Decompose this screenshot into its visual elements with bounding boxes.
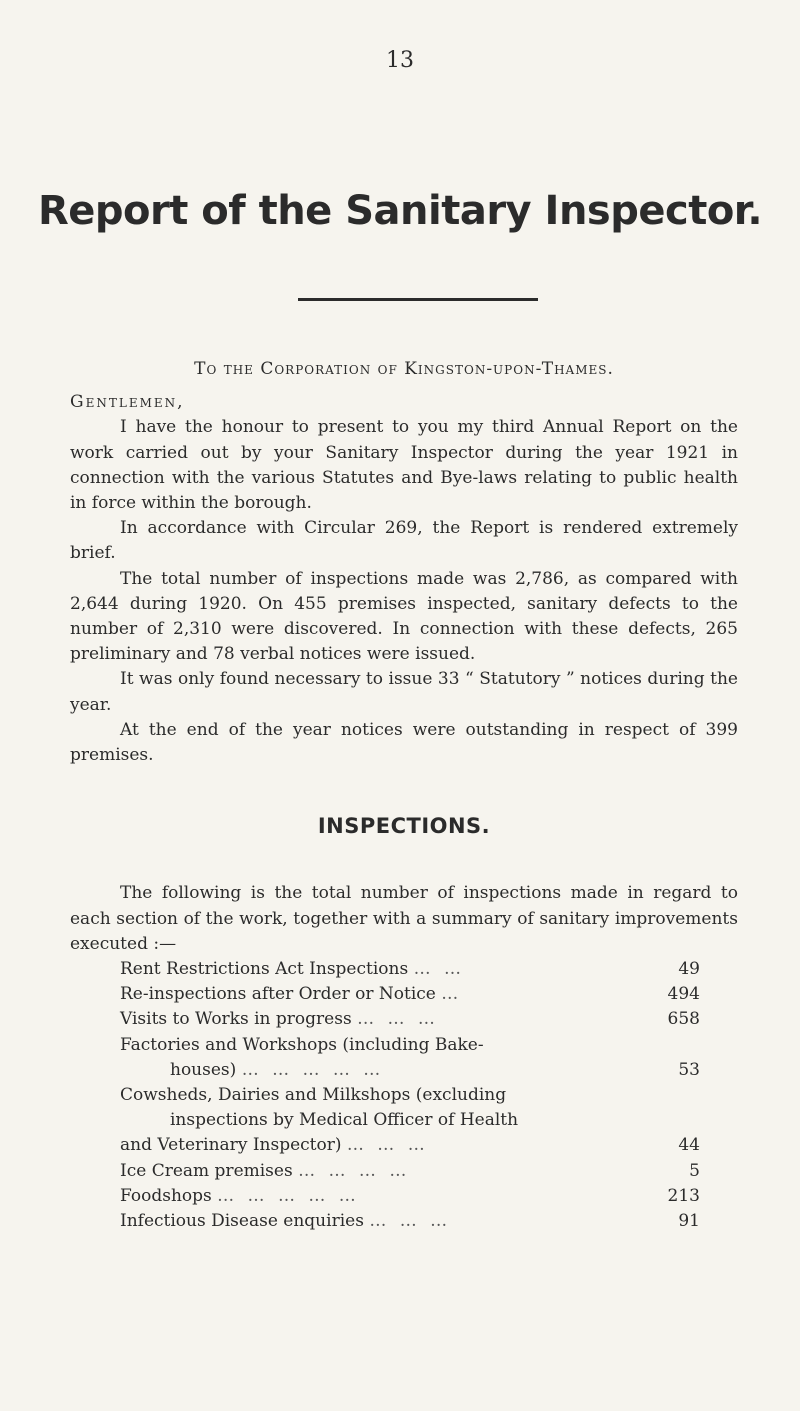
inspections-intro: The following is the total number of inspections made in regard to each section of the work, together with a summary of sanitary improvements executed :—	[70, 883, 738, 954]
page-number: 13	[386, 48, 414, 73]
item-label: Cowsheds, Dairies and Milkshops (excluding	[120, 1085, 507, 1106]
item-value: 53	[678, 1059, 700, 1080]
item-value: 5	[689, 1160, 700, 1181]
address-line: To the Corporation of Kingston-upon-Thames.	[194, 359, 614, 379]
list-item: Re-inspections after Order or Notice … 494	[120, 982, 700, 1007]
item-label-continued: inspections by Medical Officer of Health	[170, 1110, 519, 1131]
paragraph: The total number of inspections made was 2,786, as compared with 2,644 during 1920. On 455 premises inspected, sanitary defects to the number of 2,310 were discovered. In connection with these defects, 265 preliminary and 78 verbal notices were issued.	[70, 568, 738, 665]
list-item: Visits to Works in progress … … … 658	[120, 1007, 700, 1032]
list-item: Infectious Disease enquiries … … … 91	[120, 1209, 700, 1234]
item-label: Re-inspections after Order or Notice	[120, 984, 436, 1005]
title-divider	[298, 298, 538, 301]
page-title: Report of the Sanitary Inspector.	[37, 188, 763, 234]
inspections-heading: INSPECTIONS.	[317, 814, 491, 839]
item-label: Visits to Works in progress	[120, 1009, 352, 1030]
inspections-list	[120, 957, 700, 1234]
item-label: Infectious Disease enquiries	[120, 1211, 364, 1232]
paragraph: At the end of the year notices were outstanding in respect of 399 premises.	[70, 719, 738, 766]
item-value: 49	[678, 959, 700, 980]
item-label-continued: and Veterinary Inspector)	[120, 1135, 342, 1156]
item-value: 658	[667, 1009, 700, 1030]
item-value: 44	[678, 1135, 700, 1156]
item-label: Foodshops	[120, 1185, 212, 1206]
item-label-continued: houses)	[170, 1059, 237, 1080]
list-item: Foodshops … … … … … 213	[120, 1184, 700, 1209]
list-item: Cowsheds, Dairies and Milkshops (excluding inspections by Medical Officer of Health and Veterinary Inspector) … … … 44	[120, 1083, 700, 1159]
paragraph: I have the honour to present to you my third Annual Report on the work carried out by your Sanitary Inspector during the year 1921 in connection with the various Statutes and Bye-laws relating to public health in force within the borough.	[70, 417, 738, 514]
item-value: 494	[667, 984, 700, 1005]
paragraph: It was only found necessary to issue 33 “ Statutory ” notices during the year.	[70, 669, 738, 715]
paragraph: In accordance with Circular 269, the Report is rendered extremely brief.	[70, 518, 738, 564]
item-value: 213	[667, 1185, 700, 1206]
item-label: Rent Restrictions Act Inspections	[120, 959, 409, 980]
list-item: Rent Restrictions Act Inspections … … 49	[120, 957, 700, 982]
item-label: Ice Cream premises	[120, 1160, 293, 1181]
item-value: 91	[678, 1211, 700, 1232]
salutation: Gentlemen,	[70, 392, 185, 413]
report-body	[70, 357, 738, 1234]
item-label: Factories and Workshops (including Bake-	[120, 1034, 484, 1055]
list-item: Factories and Workshops (including Bake- houses) … … … … … 53	[120, 1033, 700, 1083]
list-item: Ice Cream premises … … … … 5	[120, 1159, 700, 1184]
